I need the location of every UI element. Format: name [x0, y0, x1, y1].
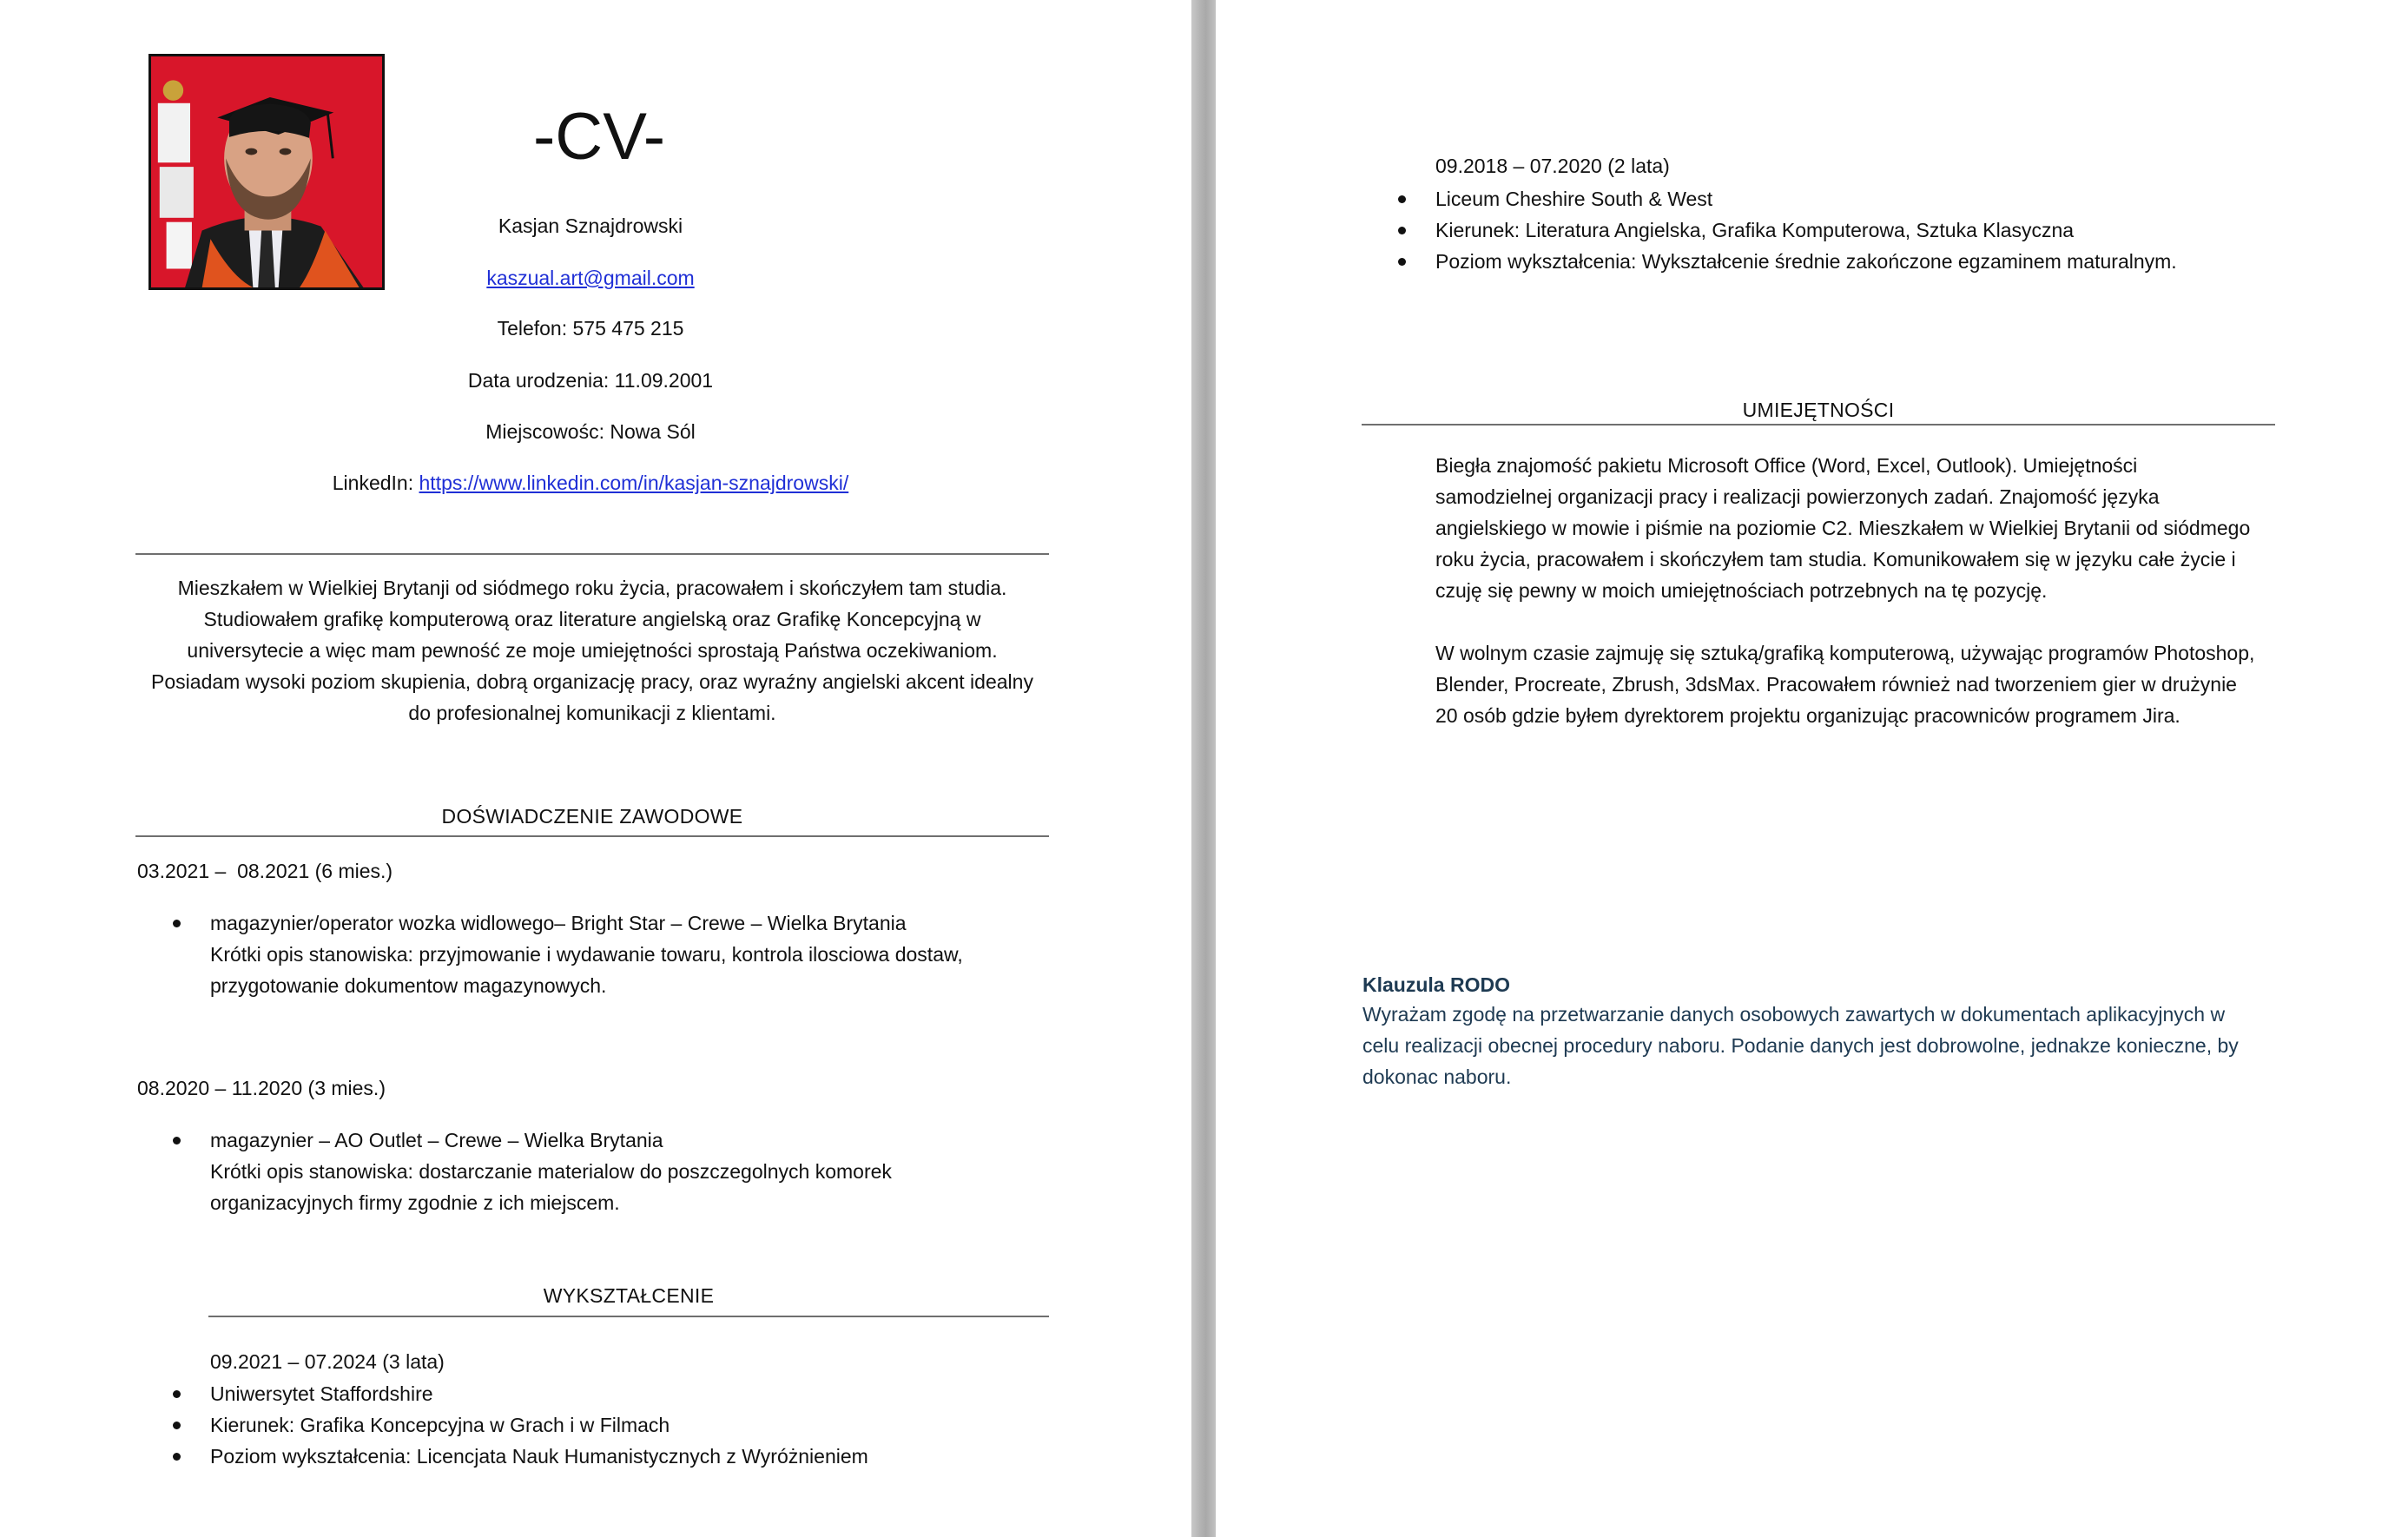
job-description: Krótki opis stanowiska: dostarczanie materialow do poszczegolnych komorek	[210, 1160, 892, 1183]
summary-line: Studiowałem grafikę komputerową oraz literature angielską oraz Grafikę Koncepcyjną w	[203, 608, 981, 630]
linkedin-line	[226, 467, 955, 498]
page-gutter	[1191, 0, 1216, 1537]
linkedin-label: LinkedIn:	[332, 472, 419, 494]
profile-photo	[148, 54, 385, 290]
graduate-portrait-image	[151, 56, 382, 287]
summary-line: Mieszkałem w Wielkiej Brytanji od siódmego roku życia, pracowałem i skończyłem tam studia.	[177, 577, 1007, 599]
education-heading: WYKSZTAŁCENIE	[543, 1284, 715, 1307]
job-entry	[137, 1125, 1058, 1218]
divider	[135, 553, 1049, 555]
rodo-line: Wyrażam zgodę na przetwarzanie danych osobowych zawartych w dokumentach aplikacyjnych w	[1362, 1003, 2226, 1026]
job-entry	[137, 907, 1058, 1001]
rodo-title: Klauzula RODO	[1362, 973, 1510, 996]
skills-divider	[1362, 424, 2275, 425]
job-list	[137, 907, 1058, 1001]
job-list	[137, 1125, 1058, 1218]
education-period: 09.2021 – 07.2024 (3 lata)	[210, 1350, 445, 1373]
job-description: przygotowanie dokumentow magazynowych.	[210, 974, 607, 997]
job-period: 03.2021 – 08.2021 (6 mies.)	[137, 860, 393, 882]
job-title: magazynier – AO Outlet – Crewe – Wielka Brytania	[210, 1129, 663, 1151]
education-item: Poziom wykształcenia: Wykształcenie średnie zakończone egzaminem maturalnym.	[1362, 246, 2361, 277]
phone-text: Telefon: 575 475 215	[497, 317, 684, 340]
education-list	[137, 1378, 1092, 1472]
experience-divider	[135, 835, 1049, 837]
education-item: Poziom wykształcenia: Licencjata Nauk Humanistycznych z Wyróżnieniem	[137, 1441, 1092, 1472]
summary-line: universytecie a więc mam pewność ze moje umiejętności sprostają Państwa oczekiwaniom.	[187, 639, 998, 662]
city-text: Miejscowośc: Nowa Sól	[485, 420, 696, 443]
email-link[interactable]: kaszual.art@gmail.com	[486, 267, 695, 289]
job-title: magazynier/operator wozka widlowego– Bright Star – Crewe – Wielka Brytania	[210, 912, 907, 934]
skills-line: czuję się pewny w moich umiejętnościach potrzebnych na tę pozycję.	[1435, 579, 2048, 602]
skills-heading: UMIEJĘTNOŚCI	[1742, 399, 1895, 421]
rodo-paragraph	[1362, 999, 2318, 1092]
summary-line: do profesionalnej komunikacji z klientami.	[408, 702, 776, 724]
skills-line: samodzielnej organizacji pracy i realizacji powierzonych zadań. Znajomość języka	[1435, 485, 2160, 508]
page-right	[1216, 0, 2408, 1537]
education-item: Kierunek: Grafika Koncepcyjna w Grach i w Filmach	[137, 1409, 1092, 1441]
skills-line: 20 osób gdzie byłem dyrektorem projektu organizując pracowniców programem Jira.	[1435, 704, 2180, 727]
rodo-line: celu realizacji obecnej procedury naboru. Podanie danych jest dobrowolne, jednakze konieczne, by	[1362, 1034, 2239, 1057]
skills-line: Blender, Procreate, Zbrush, 3dsMax. Pracowałem również nad tworzeniem gier w drużynie	[1435, 673, 2237, 696]
education-item: Liceum Cheshire South & West	[1362, 183, 2361, 214]
skills-paragraph	[1435, 450, 2304, 606]
rodo-line: dokonac naboru.	[1362, 1065, 1512, 1088]
skills-line: W wolnym czasie zajmuję się sztuką/grafiką komputerową, używając programów Photoshop,	[1435, 642, 2255, 664]
cv-title: -CV-	[533, 100, 665, 174]
birth-date-text: Data urodzenia: 11.09.2001	[467, 369, 714, 392]
summary-line: Posiadam wysoki poziom skupienia, dobrą organizację pracy, oraz wyraźny angielski akcent idealny	[151, 670, 1033, 693]
education-divider	[208, 1316, 1049, 1317]
linkedin-link[interactable]: https://www.linkedin.com/in/kasjan-sznajdrowski/	[419, 472, 849, 494]
page-left	[0, 0, 1191, 1537]
skills-line: roku życia, pracowałem i skończyłem tam studia. Komunikowałem się w języku całe życie i	[1435, 548, 2236, 571]
education-period: 09.2018 – 07.2020 (2 lata)	[1435, 155, 1670, 177]
job-description: organizacyjnych firmy zgodnie z ich miejscem.	[210, 1191, 620, 1214]
skills-line: Biegła znajomość pakietu Microsoft Office (Word, Excel, Outlook). Umiejętności	[1435, 454, 2138, 477]
name-text: Kasjan Sznajdrowski	[498, 214, 683, 237]
education-item: Uniwersytet Staffordshire	[137, 1378, 1092, 1409]
skills-line: angielskiego w mowie i piśmie na poziomie C2. Mieszkałem w Wielkiej Brytanii od siódmego	[1435, 517, 2251, 539]
experience-heading: DOŚWIADCZENIE ZAWODOWE	[441, 805, 743, 828]
job-period: 08.2020 – 11.2020 (3 mies.)	[137, 1077, 386, 1099]
education-item: Kierunek: Literatura Angielska, Grafika Komputerowa, Sztuka Klasyczna	[1362, 214, 2361, 246]
hobbies-paragraph	[1435, 637, 2347, 731]
job-description: Krótki opis stanowiska: przyjmowanie i wydawanie towaru, kontrola ilosciowa dostaw,	[210, 943, 963, 966]
education-list	[1362, 183, 2361, 277]
summary-paragraph	[130, 572, 1054, 729]
